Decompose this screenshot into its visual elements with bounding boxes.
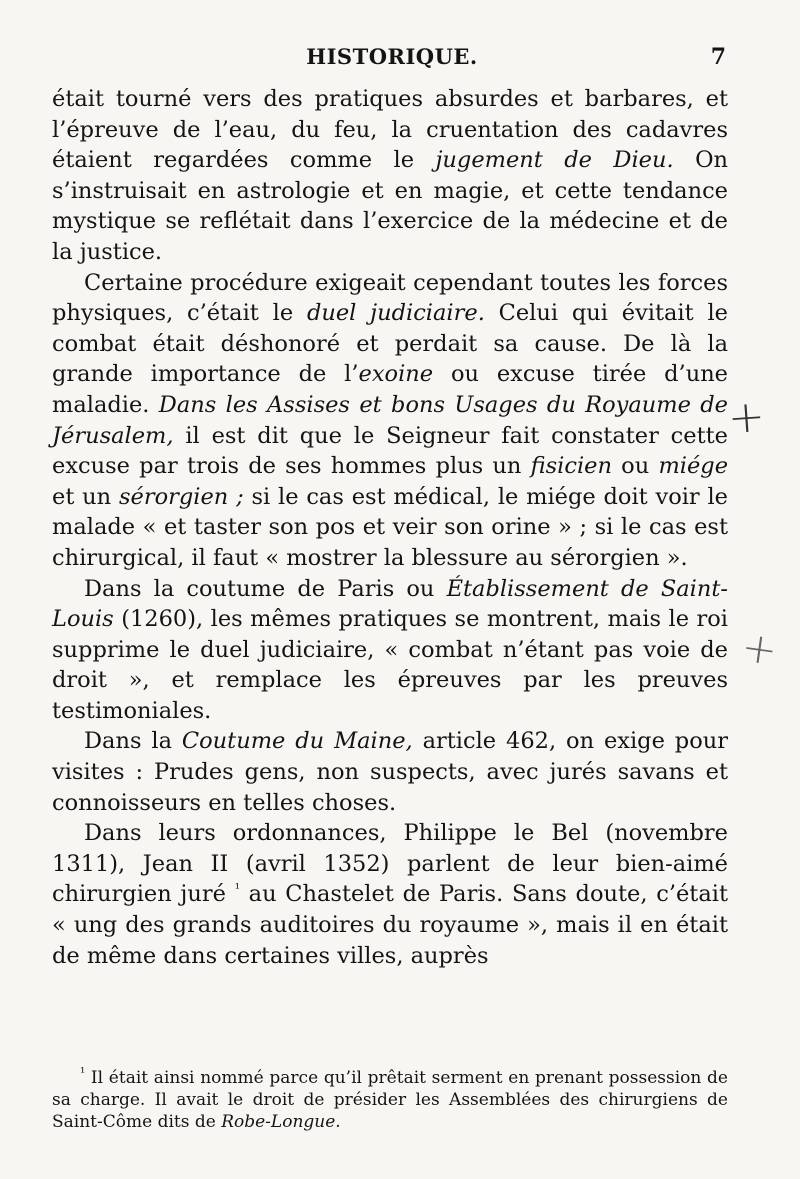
running-title: HISTORIQUE.: [306, 44, 478, 69]
paragraph: [52, 268, 728, 574]
text-run: était tourné vers des pratiques absurdes et barbares, et l’épreuve de l’eau, du feu, la cruentation des cadavres étaient regardées comme le: [52, 86, 728, 174]
italic-text: Dans les Assises et bons Usages du Royaume de Jérusalem,: [52, 391, 728, 449]
paragraph: [52, 726, 728, 818]
text-run: Celui qui évitait le combat était déshonoré et perdait sa cause. De là la grande importance de l’: [52, 300, 728, 388]
italic-text: Robe-Longue.: [221, 1112, 341, 1132]
text-run: Dans leurs ordonnances, Philippe le Bel (novembre 1311), Jean II (avril 1352) parlent de leur bien-aimé chirurgien juré: [52, 820, 728, 908]
text-run: article 462, on exige pour visites : Prudes gens, non suspects, avec jurés savans et connoisseurs en telles choses.: [52, 728, 729, 816]
page-number: 7: [710, 44, 726, 70]
text-run: il est dit que le Seigneur fait constater cette excuse par trois de ses hommes plus un: [52, 422, 728, 480]
italic-text: Établissement de Saint-Louis: [52, 575, 729, 633]
text-run: au Chastelet de Paris. Sans doute, c’était « ung des grands auditoires du royaume », mais il en était de même dans certaines villes, auprès: [52, 881, 728, 969]
margin-cross-mark: +: [738, 621, 781, 676]
margin-cross-mark: +: [726, 390, 767, 445]
italic-text: Coutume du Maine,: [181, 728, 413, 755]
italic-text: duel judiciaire.: [306, 300, 485, 327]
paragraph: [52, 818, 728, 971]
footnote-paragraph: [52, 1067, 728, 1133]
text-run: si le cas est médical, le miége doit voir le malade « et taster son pos et veir son orine » ; si le cas est chirurgical, il faut « mostrer la blessure au sérorgien ».: [52, 483, 729, 571]
text-run: ou: [611, 453, 659, 480]
text-run: ou excuse tirée d’une maladie.: [52, 361, 728, 418]
paragraph: [52, 574, 728, 727]
italic-text: sérorgien ;: [118, 483, 244, 510]
text-run: (1260), les mêmes pratiques se montrent, mais le roi supprime le duel judiciaire, « combat n’étant pas voie de droit », et remplace les épreuves par les preuves testimoniales.: [52, 606, 728, 724]
italic-text: jugement de Dieu.: [435, 147, 674, 174]
footnote-ref: ¹: [234, 881, 240, 897]
text-run: Il était ainsi nommé parce qu’il prêtait serment en prenant possession de sa charge. Il avait le droit de présider les Assemblées des chirurgiens de Saint-Côme dits de: [52, 1068, 728, 1132]
footnote-marker: ¹: [80, 1065, 86, 1081]
italic-text: exoine: [358, 361, 434, 388]
text-run: Certaine procédure exigeait cependant toutes les forces physiques, c’était le: [52, 269, 728, 327]
italic-text: fisicien: [530, 453, 612, 480]
text-run: Dans la: [84, 728, 182, 755]
text-run: On s’instruisait en astrologie et en magie, et cette tendance mystique se reflétait dans l’exercice de la médecine et de la justice.: [52, 147, 729, 265]
italic-text: miége: [658, 453, 729, 480]
footnote: [52, 1067, 728, 1133]
text-run: Dans la coutume de Paris ou: [84, 575, 447, 602]
body-text: [52, 84, 728, 971]
running-header: [52, 44, 732, 76]
text-run: et un: [52, 483, 119, 510]
paragraph: [52, 84, 728, 268]
